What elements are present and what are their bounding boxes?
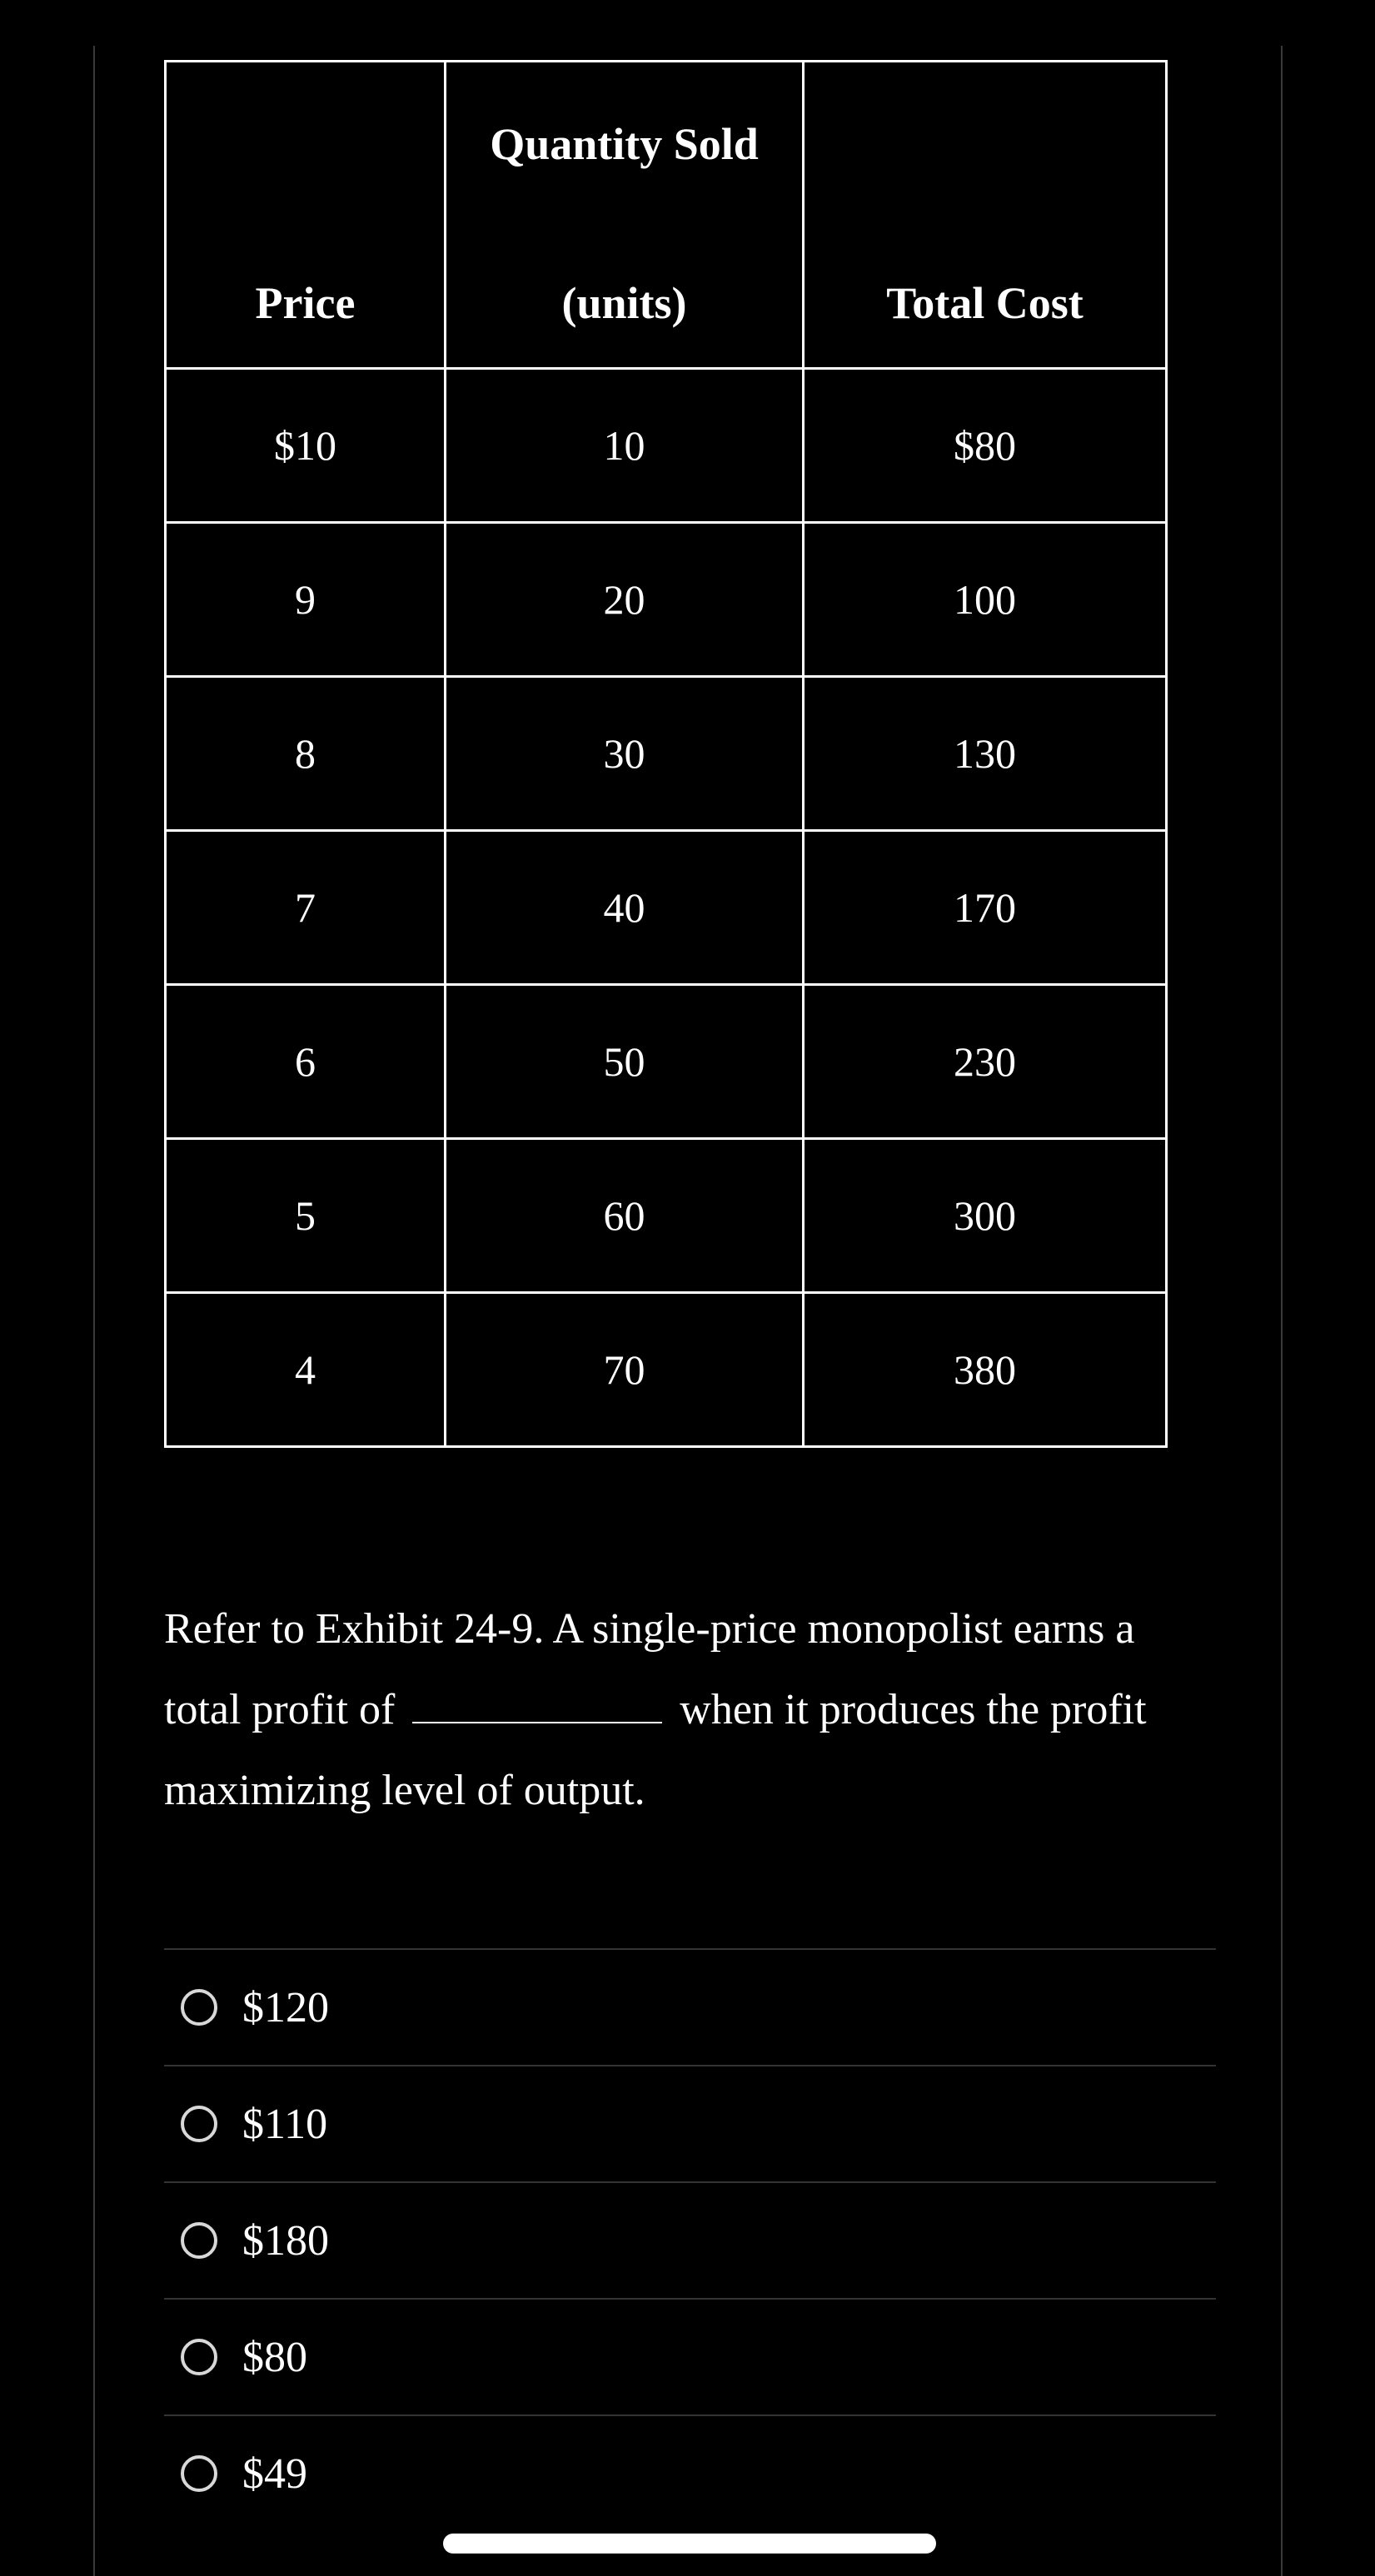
- option-180[interactable]: [164, 2181, 1216, 2298]
- cell-price: 9: [166, 523, 446, 677]
- option-label: $80: [242, 2333, 307, 2381]
- cell-price: 6: [166, 985, 446, 1139]
- cell-quantity: 20: [446, 523, 804, 677]
- radio-button-icon[interactable]: [181, 2222, 217, 2259]
- answer-blank: [412, 1678, 662, 1723]
- option-110[interactable]: [164, 2065, 1216, 2181]
- cell-total-cost: 380: [804, 1293, 1167, 1447]
- option-80[interactable]: [164, 2298, 1216, 2414]
- cell-quantity: 60: [446, 1139, 804, 1293]
- radio-button-icon[interactable]: [181, 2339, 217, 2375]
- cell-total-cost: 230: [804, 985, 1167, 1139]
- cell-price: $10: [166, 369, 446, 523]
- table-row: [166, 1293, 1167, 1447]
- cell-price: 4: [166, 1293, 446, 1447]
- table-row: [166, 523, 1167, 677]
- frame-left-border: [93, 46, 95, 2576]
- option-label: $120: [242, 1983, 329, 2031]
- cell-total-cost: 300: [804, 1139, 1167, 1293]
- radio-button-icon[interactable]: [181, 1989, 217, 2026]
- question-part2: when it produces the profit maximizing level of output.: [164, 1686, 1147, 1814]
- table-row: [166, 1139, 1167, 1293]
- cell-price: 8: [166, 677, 446, 831]
- cell-quantity: 30: [446, 677, 804, 831]
- cell-price: 5: [166, 1139, 446, 1293]
- home-indicator[interactable]: [443, 2534, 936, 2554]
- question-text: [164, 1589, 1213, 1831]
- header-quantity-line2: (units): [561, 278, 687, 328]
- header-total-cost: Total Cost: [804, 62, 1167, 369]
- radio-button-icon[interactable]: [181, 2455, 217, 2492]
- option-49[interactable]: [164, 2414, 1216, 2531]
- option-label: $110: [242, 2100, 328, 2148]
- header-price: Price: [166, 62, 446, 369]
- table-row: [166, 677, 1167, 831]
- frame-right-border: [1281, 46, 1283, 2576]
- table-row: [166, 985, 1167, 1139]
- table-header-row: [166, 62, 1167, 369]
- cell-price: 7: [166, 831, 446, 985]
- cell-quantity: 70: [446, 1293, 804, 1447]
- exhibit-table: [164, 60, 1168, 1448]
- option-label: $49: [242, 2449, 307, 2498]
- cell-total-cost: 130: [804, 677, 1167, 831]
- option-120[interactable]: [164, 1948, 1216, 2065]
- cell-quantity: 50: [446, 985, 804, 1139]
- table-row: [166, 369, 1167, 523]
- question-part1: Refer to Exhibit 24-9. A single-price monopolist earns a total profit of: [164, 1605, 1135, 1733]
- header-quantity-sold: [446, 62, 804, 369]
- cell-total-cost: 100: [804, 523, 1167, 677]
- option-label: $180: [242, 2216, 329, 2265]
- radio-button-icon[interactable]: [181, 2106, 217, 2142]
- cell-quantity: 10: [446, 369, 804, 523]
- cell-total-cost: 170: [804, 831, 1167, 985]
- header-quantity-line1: Quantity Sold: [490, 119, 759, 169]
- answer-options: [164, 1948, 1216, 2531]
- cell-quantity: 40: [446, 831, 804, 985]
- table-row: [166, 831, 1167, 985]
- cell-total-cost: $80: [804, 369, 1167, 523]
